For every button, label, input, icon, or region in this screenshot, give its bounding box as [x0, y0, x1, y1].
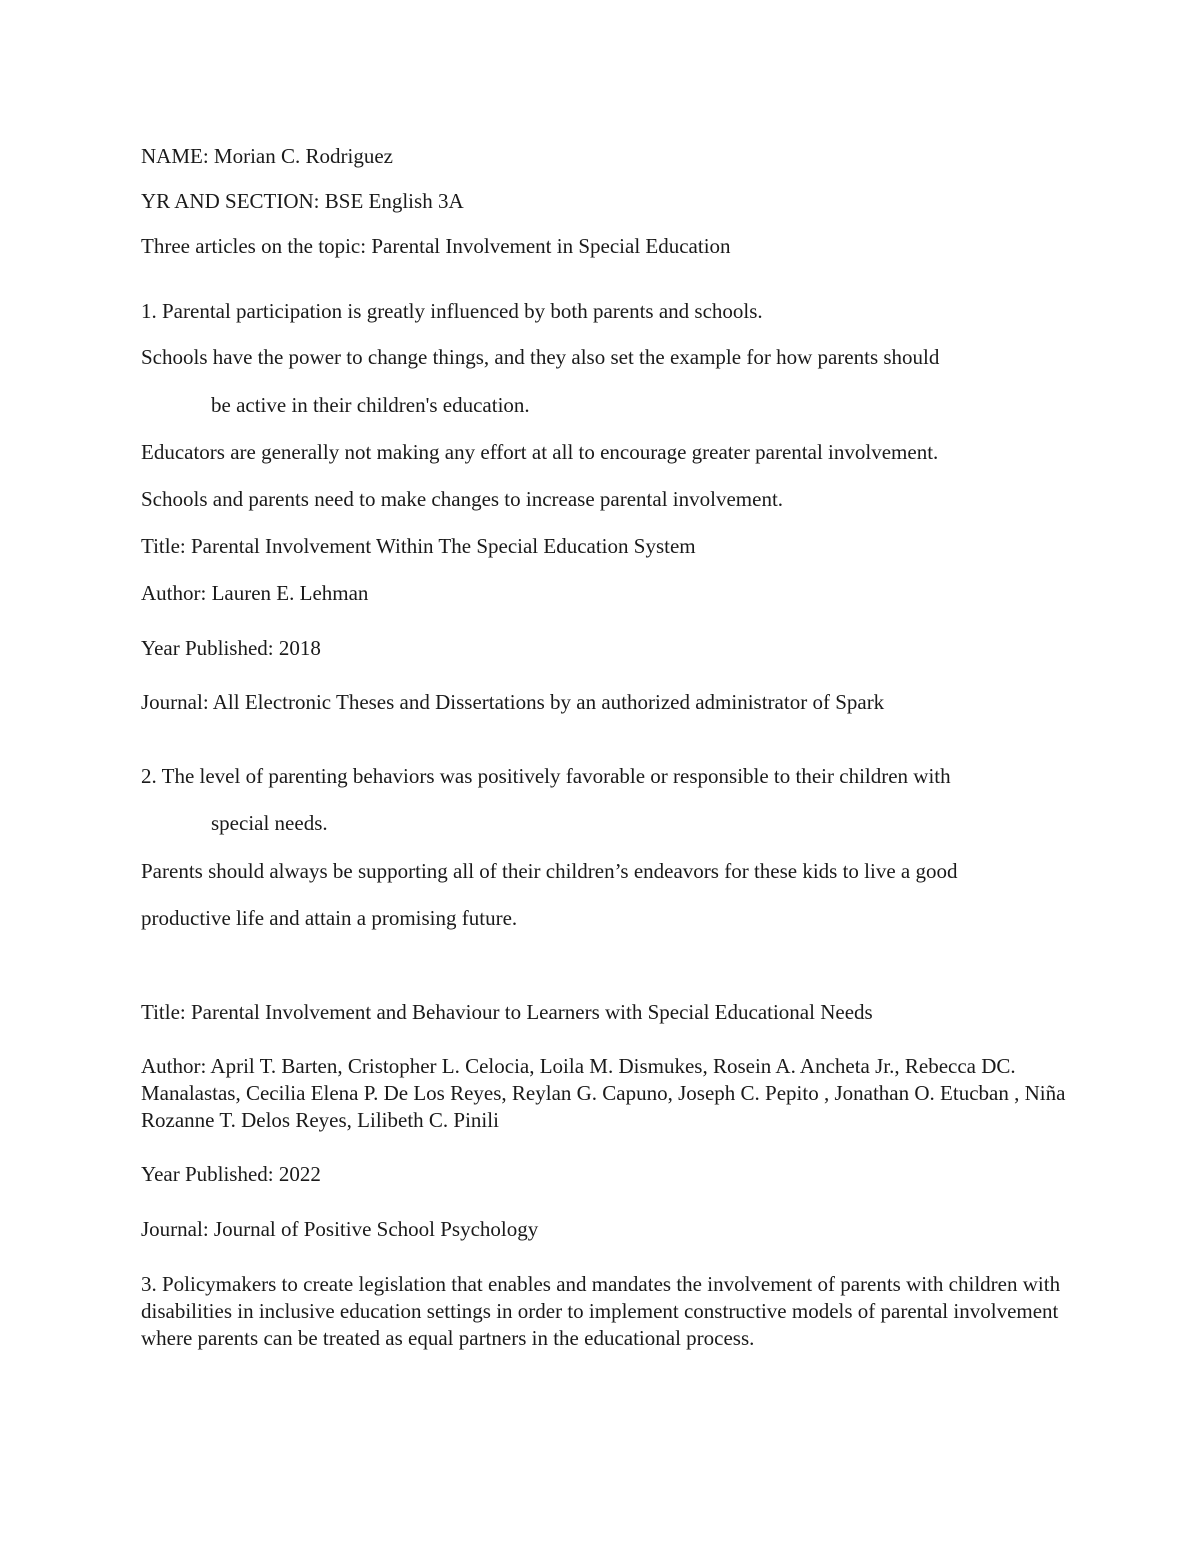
article1-line4: Schools and parents need to make changes to increase parental involvement. — [141, 487, 784, 511]
article2-point: 2. The level of parenting behaviors was positively favorable or responsible to their children with — [141, 764, 951, 788]
article1-title: Title: Parental Involvement Within The Special Education System — [141, 534, 696, 558]
year-and-section: YR AND SECTION: BSE English 3A — [141, 189, 464, 213]
article1-point: 1. Parental participation is greatly influenced by both parents and schools. — [141, 299, 763, 323]
article3-point: 3. Policymakers to create legislation that enables and mandates the involvement of parents with children with disabilities in inclusive education settings in order to implement constructive models of parental involvement where parents can be treated as equal partners in the educational process. — [141, 1272, 1061, 1350]
article1-line2: Schools have the power to change things, and they also set the example for how parents should — [141, 345, 940, 369]
article2-title: Title: Parental Involvement and Behaviour to Learners with Special Educational Needs — [141, 1000, 873, 1024]
student-name: NAME: Morian C. Rodriguez — [141, 144, 393, 168]
article2-journal: Journal: Journal of Positive School Psychology — [141, 1217, 539, 1241]
article1-year: Year Published: 2018 — [141, 636, 321, 660]
article2-line2: Parents should always be supporting all of their children’s endeavors for these kids to live a good — [141, 859, 958, 883]
article1-journal: Journal: All Electronic Theses and Dissertations by an authorized administrator of Spark — [141, 690, 885, 714]
article1-author: Author: Lauren E. Lehman — [141, 581, 369, 605]
article2-point-continued: special needs. — [211, 811, 328, 835]
article2-year: Year Published: 2022 — [141, 1162, 321, 1186]
article1-line2-continued: be active in their children's education. — [211, 393, 530, 417]
article2-line2-continued: productive life and attain a promising future. — [141, 906, 518, 930]
article2-author: Author: April T. Barten, Cristopher L. Celocia, Loila M. Dismukes, Rosein A. Ancheta Jr., Rebecca DC. Manalastas, Cecilia Elena P. De Los Reyes, Reylan G. Capuno, Joseph C. Pepito , Jonathan O. Etucban , Niña Rozanne T. Delos Reyes, Lilibeth C. Pinili — [141, 1054, 1066, 1132]
topic-line: Three articles on the topic: Parental Involvement in Special Education — [141, 234, 731, 258]
article1-line3: Educators are generally not making any effort at all to encourage greater parental involvement. — [141, 440, 939, 464]
